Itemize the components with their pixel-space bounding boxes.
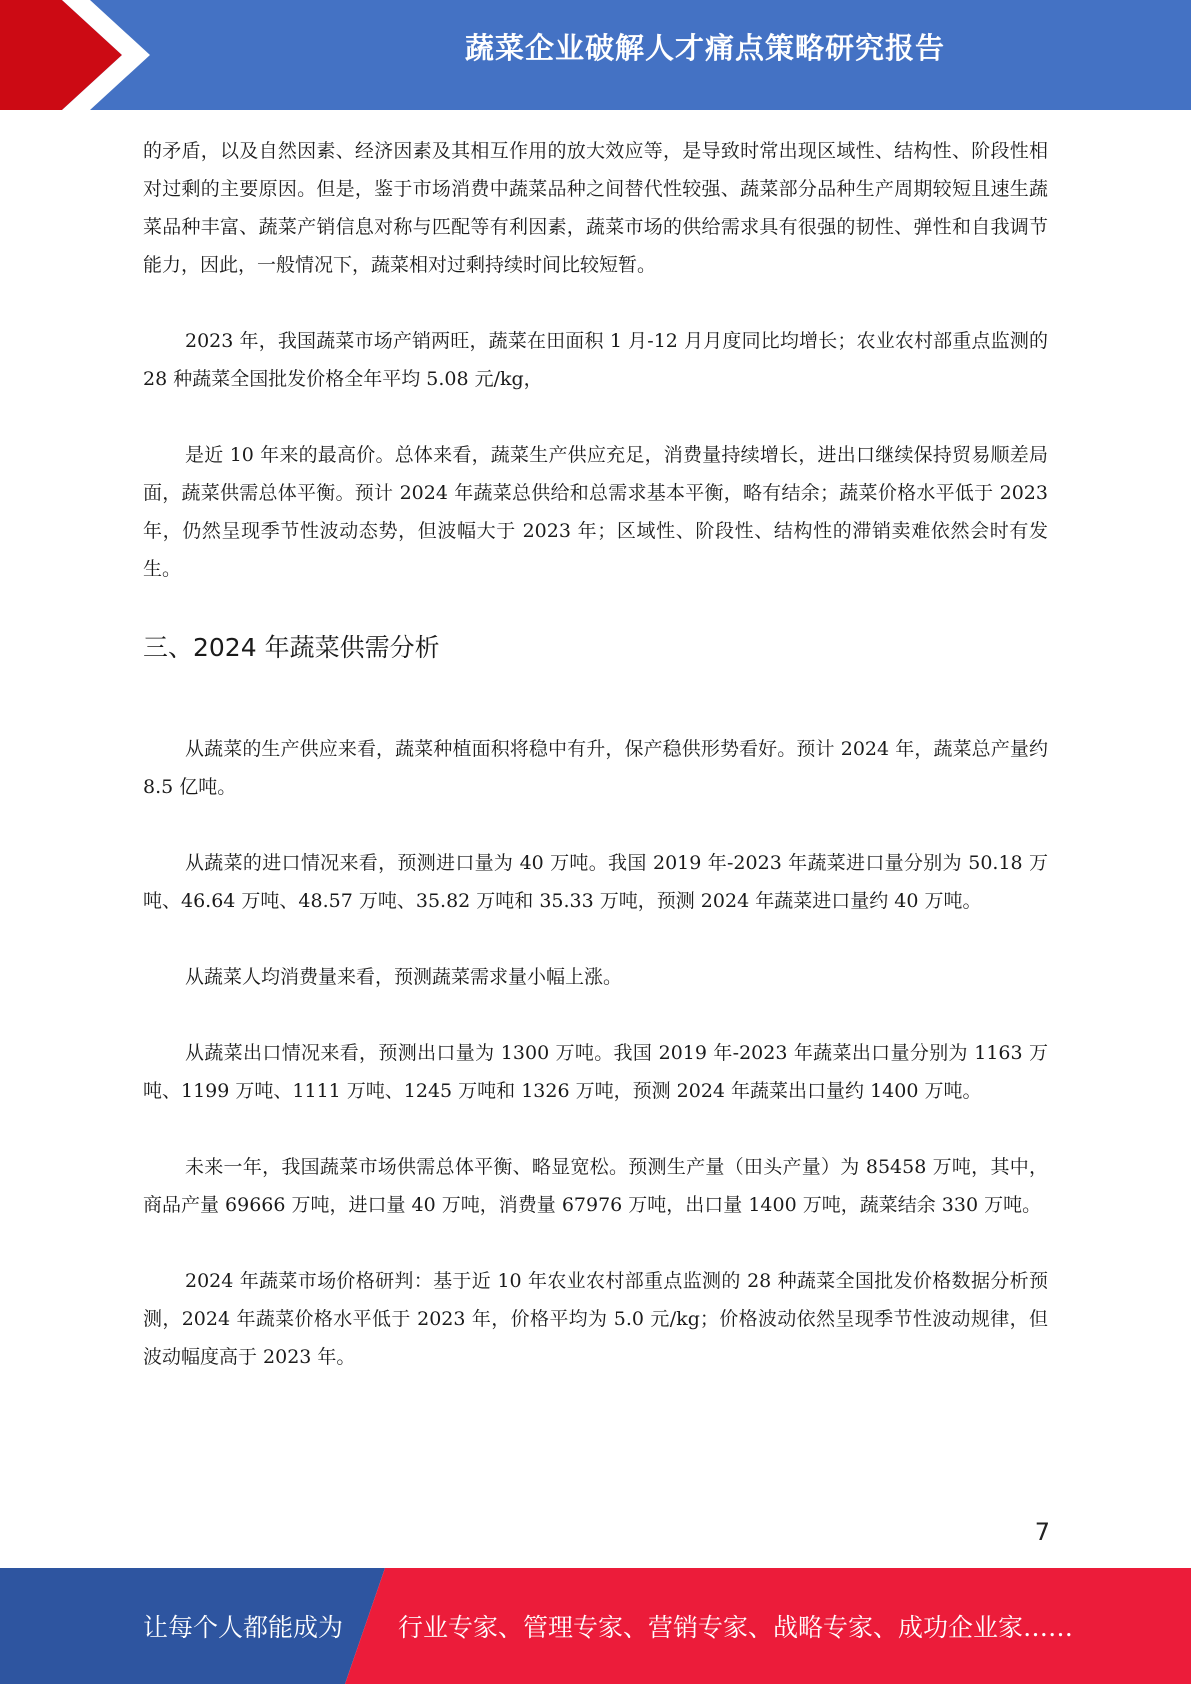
paragraph-balance: 未来一年，我国蔬菜市场供需总体平衡、略显宽松。预测生产量（田头产量）为 85458 万吨，其中，商品产量 69666 万吨，进口量 40 万吨，消费量 67976 万吨，出口量 1400 万吨，蔬菜结余 330 万吨。 bbox=[143, 1156, 1048, 1216]
paragraph-price-forecast: 2024 年蔬菜市场价格研判：基于近 10 年农业农村部重点监测的 28 种蔬菜全国批发价格数据分析预测，2024 年蔬菜价格水平低于 2023 年，价格平均为 5.0 元/kg；价格波动依然呈现季节性波动规律，但波动幅度高于 2023 年。 bbox=[143, 1270, 1048, 1368]
section-title: 三、2024 年蔬菜供需分析 bbox=[143, 633, 440, 662]
paragraph-2023-market: 2023 年，我国蔬菜市场产销两旺，蔬菜在田面积 1 月-12 月月度同比均增长；农业农村部重点监测的 28 种蔬菜全国批发价格全年平均 5.08 元/kg， bbox=[143, 330, 1048, 390]
footer-slogan-right: 行业专家、管理专家、营销专家、战略专家、成功企业家…… bbox=[398, 1613, 1074, 1642]
paragraph-continued: 的矛盾，以及自然因素、经济因素及其相互作用的放大效应等，是导致时常出现区域性、结构性、阶段性相对过剩的主要原因。但是，鉴于市场消费中蔬菜品种之间替代性较强、蔬菜部分品种生产周期较短且速生蔬菜品种丰富、蔬菜产销信息对称与匹配等有利因素，蔬菜市场的供给需求具有很强的韧性、弹性和自我调节能力，因此，一般情况下，蔬菜相对过剩持续时间比较短暂。 bbox=[143, 140, 1048, 276]
footer-slogan-left: 让每个人都能成为 bbox=[143, 1613, 344, 1642]
paragraph-import: 从蔬菜的进口情况来看，预测进口量为 40 万吨。我国 2019 年-2023 年蔬菜进口量分别为 50.18 万吨、46.64 万吨、48.57 万吨、35.82 万吨和 35.33 万吨，预测 2024 年蔬菜进口量约 40 万吨。 bbox=[143, 852, 1048, 912]
paragraph-export: 从蔬菜出口情况来看，预测出口量为 1300 万吨。我国 2019 年-2023 年蔬菜出口量分别为 1163 万吨、1199 万吨、1111 万吨、1245 万吨和 1326 万吨，预测 2024 年蔬菜出口量约 1400 万吨。 bbox=[143, 1042, 1048, 1102]
page-header bbox=[0, 0, 1191, 110]
document-body bbox=[143, 132, 1048, 1414]
paragraph-production: 从蔬菜的生产供应来看，蔬菜种植面积将稳中有升，保产稳供形势看好。预计 2024 年，蔬菜总产量约 8.5 亿吨。 bbox=[143, 738, 1048, 798]
paragraph-consumption: 从蔬菜人均消费量来看，预测蔬菜需求量小幅上涨。 bbox=[185, 966, 623, 988]
report-title: 蔬菜企业破解人才痛点策略研究报告 bbox=[464, 31, 945, 65]
page-footer bbox=[0, 1568, 1191, 1684]
paragraph-2023-summary: 是近 10 年来的最高价。总体来看，蔬菜生产供应充足，消费量持续增长，进出口继续保持贸易顺差局面，蔬菜供需总体平衡。预计 2024 年蔬菜总供给和总需求基本平衡，略有结余；蔬菜价格水平低于 2023 年，仍然呈现季节性波动态势，但波幅大于 2023 年；区域性、阶段性、结构性的滞销卖难依然会时有发生。 bbox=[143, 444, 1048, 580]
page-number: 7 bbox=[1034, 1518, 1050, 1546]
